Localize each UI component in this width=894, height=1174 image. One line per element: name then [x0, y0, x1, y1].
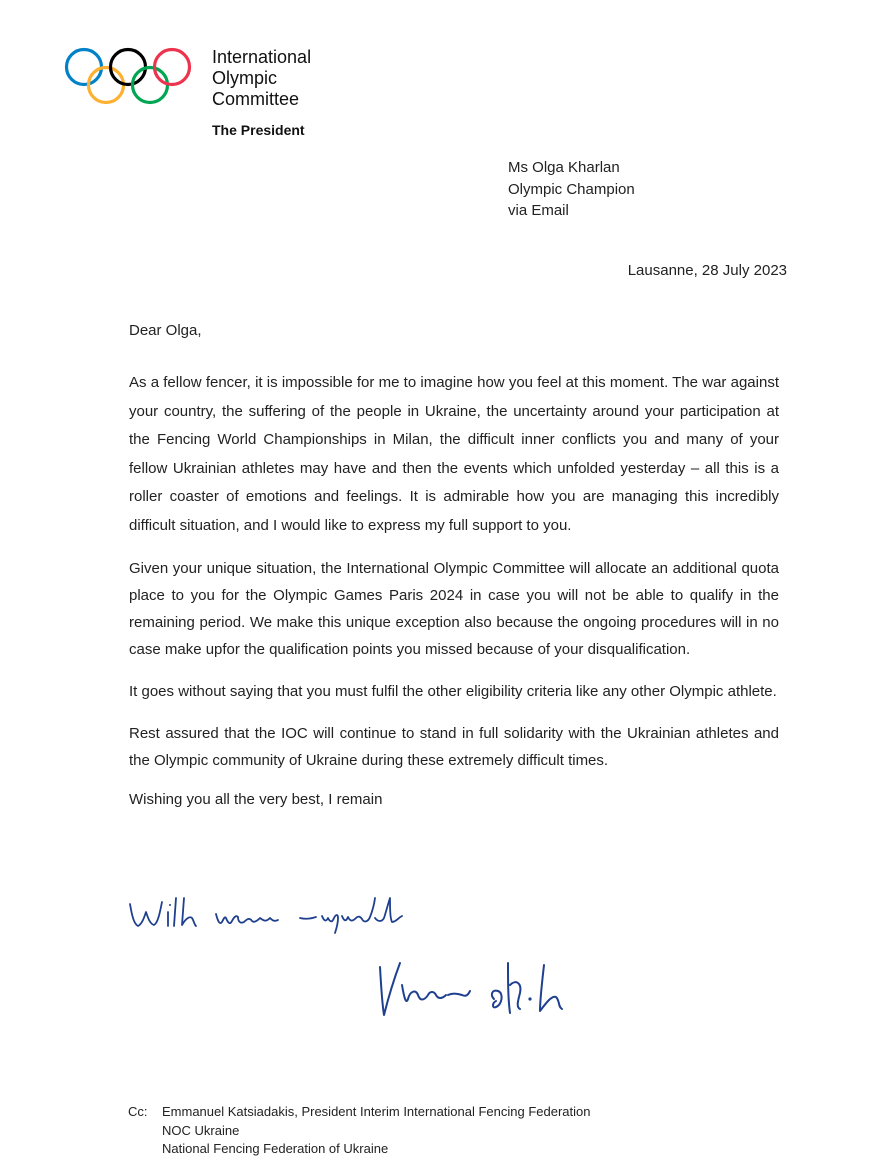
paragraph: Rest assured that the IOC will continue to stand in full solidarity with the Ukrainian athletes and the Olympic community of Ukraine during these extremely difficult times.: [129, 725, 779, 769]
paragraph: It goes without saying that you must fulfil the other eligibility criteria like any other Olympic athlete.: [129, 683, 777, 700]
cc-recipient: NOC Ukraine: [162, 1122, 240, 1138]
recipient-delivery: via Email: [508, 202, 569, 219]
cc-recipient-list: [162, 1103, 591, 1159]
organization-name: [212, 47, 311, 110]
cc-label: Cc:: [128, 1104, 148, 1119]
org-line: Olympic: [212, 68, 278, 88]
salutation: Dear Olga,: [129, 322, 202, 339]
ring-blue: [67, 50, 102, 85]
olympic-rings-logo: [64, 46, 192, 108]
office-title: The President: [212, 122, 305, 138]
recipient-name: Ms Olga Kharlan: [508, 159, 620, 176]
letter-body: [129, 320, 779, 811]
cc-recipient: Emmanuel Katsiadakis, President Interim International Fencing Federation: [162, 1104, 591, 1119]
ring-yellow: [89, 68, 124, 103]
org-line: Committee: [212, 89, 300, 109]
letter-date: Lausanne, 28 July 2023: [627, 262, 787, 279]
closing-line: Wishing you all the very best, I remain: [129, 791, 383, 808]
ring-black: [111, 50, 146, 85]
ring-green: [133, 68, 168, 103]
paragraph: Given your unique situation, the International Olympic Committee will allocate an additional quota place to you for the Olympic Games Paris 2024 in case you will not be able to qualify in the remaining period. We make this unique exception also because the ongoing procedures will in no case make upfor the qualification points you missed because of your disqualification.: [129, 560, 779, 658]
recipient-address: [508, 157, 635, 222]
president-signature: [370, 955, 585, 1025]
paragraph: As a fellow fencer, it is impossible for me to imagine how you feel at this moment. The war against your country, the suffering of the people in Ukraine, the uncertainty around your participation at the Fencing World Championships in Milan, the difficult inner conflicts you and many of your fellow Ukrainian athletes may have and then the events which unfolded yesterday – all this is a roller coaster of emotions and feelings. It is admirable how you are managing this incredibly difficult situation, and I would like to express my full support to you.: [129, 374, 779, 534]
recipient-title: Olympic Champion: [508, 180, 635, 198]
ring-red: [155, 50, 190, 85]
cc-recipient: National Fencing Federation of Ukraine: [162, 1141, 389, 1156]
org-line: International: [212, 47, 312, 67]
handwritten-note: [124, 888, 424, 936]
